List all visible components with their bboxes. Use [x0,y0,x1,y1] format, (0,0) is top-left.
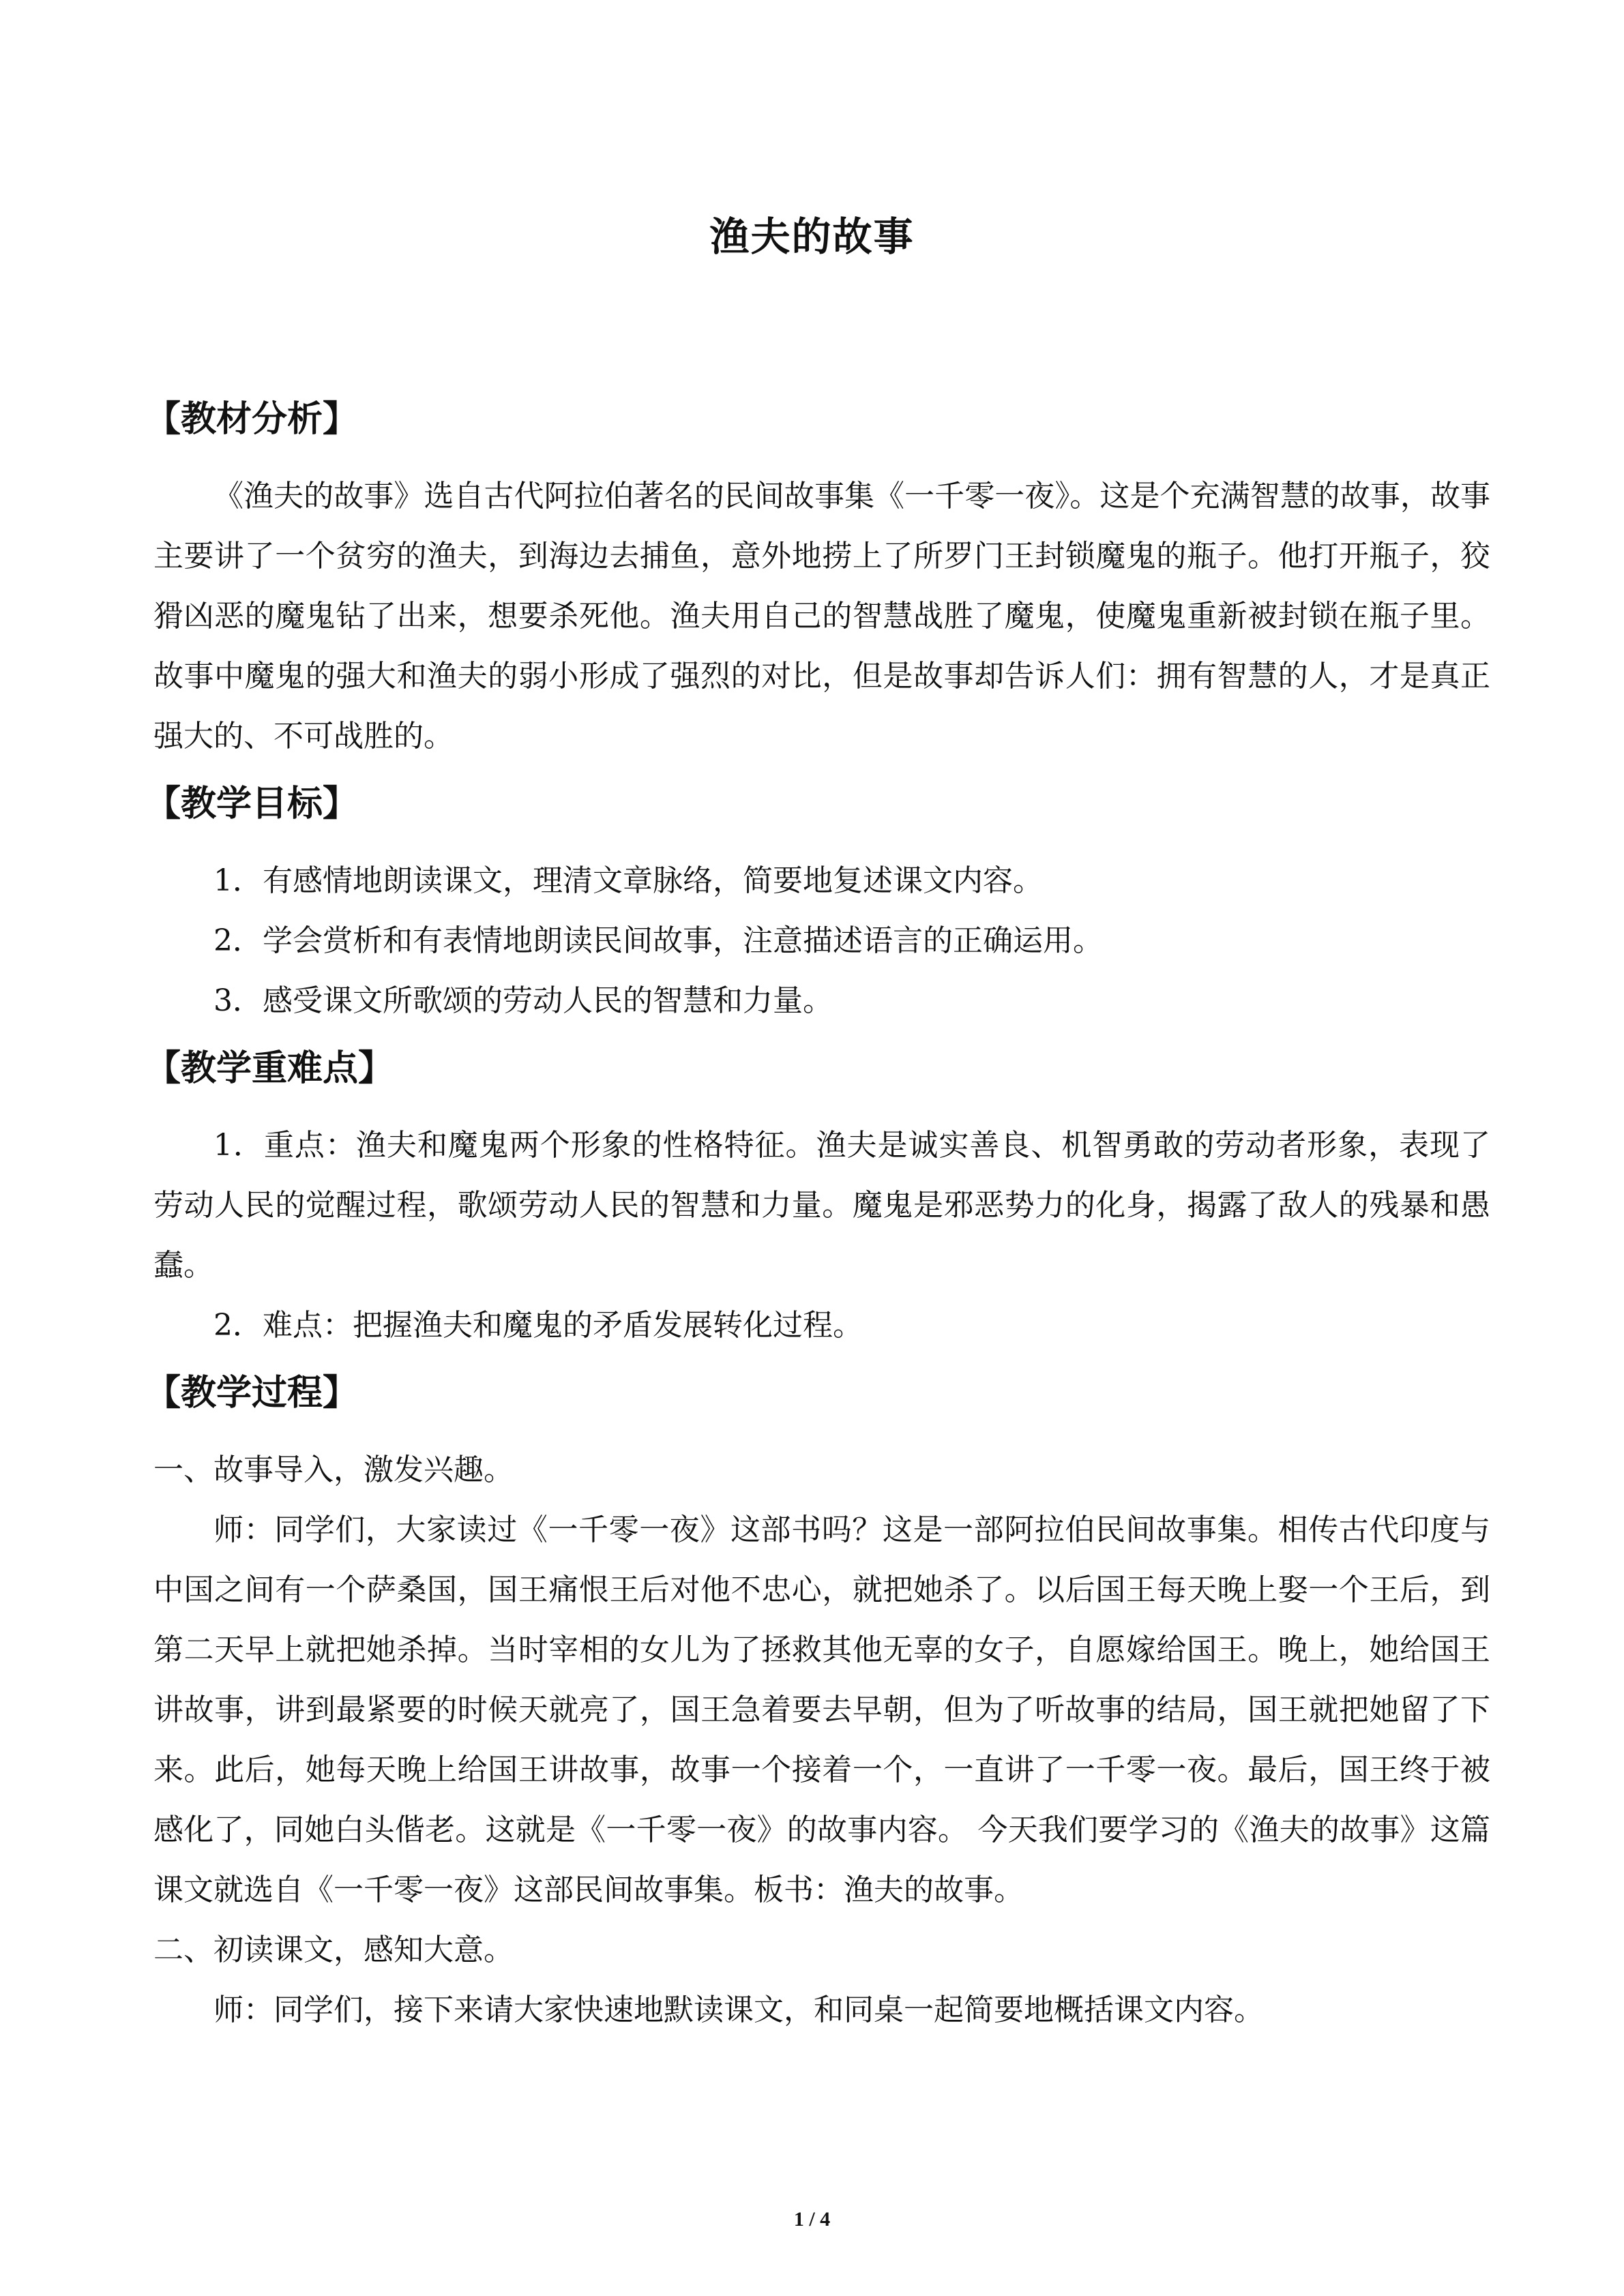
process-step-2-text: 师：同学们，接下来请大家快速地默读课文，和同桌一起简要地概括课文内容。 [213,1993,1264,2027]
process-step-2-title: 二、初读课文，感知大意。 [153,1933,514,1967]
section-heading-analysis: 【教材分析】 [145,398,359,440]
section-heading-goals: 【教学目标】 [145,783,359,824]
section-heading-key-points: 【教学重难点】 [145,1047,394,1089]
page-number: 1 / 4 [793,2208,831,2231]
key-point-item-1: 1．重点：渔夫和魔鬼两个形象的性格特征。渔夫是诚实善良、机智勇敢的劳动者形象，表现了劳动人民的觉醒过程，歌颂劳动人民的智慧和力量。魔鬼是邪恶势力的化身，揭露了敌人的残暴和愚蠢。 [153,1128,1490,1283]
process-step-1-title: 一、故事导入，激发兴趣。 [153,1452,514,1487]
analysis-paragraph: 《渔夫的故事》选自古代阿拉伯著名的民间故事集《一千零一夜》。这是个充满智慧的故事，故事主要讲了一个贫穷的渔夫，到海边去捕鱼，意外地捞上了所罗门王封锁魔鬼的瓶子。他打开瓶子，狡猾凶恶的魔鬼钻了出来，想要杀死他。渔夫用自己的智慧战胜了魔鬼，使魔鬼重新被封锁在瓶子里。故事中魔鬼的强大和渔夫的弱小形成了强烈的对比，但是故事却告诉人们：拥有智慧的人，才是真正强大的、不可战胜的。 [153,479,1490,754]
document-title: 渔夫的故事 [709,213,915,260]
key-point-item-2: 2．难点：把握渔夫和魔鬼的矛盾发展转化过程。 [213,1308,863,1343]
process-step-1-text: 师：同学们，大家读过《一千零一夜》这部书吗？这是一部阿拉伯民间故事集。相传古代印度与中国之间有一个萨桑国，国王痛恨王后对他不忠心，就把她杀了。以后国王每天晚上娶一个王后，到第二天早上就把她杀掉。当时宰相的女儿为了拯救其他无辜的女子，自愿嫁给国王。晚上，她给国王讲故事，讲到最紧要的时候天就亮了，国王急着要去早朝，但为了听故事的结局，国王就把她留了下来。此后，她每天晚上给国王讲故事，故事一个接着一个，一直讲了一千零一夜。最后，国王终于被感化了，同她白头偕老。这就是《一千零一夜》的故事内容。 今天我们要学习的《渔夫的故事》这篇课文就选自《一千零一夜》这部民间故事集。板书：渔夫的故事。 [153,1512,1490,1907]
goal-item-2: 2．学会赏析和有表情地朗读民间故事，注意描述语言的正确运用。 [213,923,1103,958]
goal-item-1: 1．有感情地朗读课文，理清文章脉络，简要地复述课文内容。 [213,863,1043,898]
goal-item-3: 3．感受课文所歌颂的劳动人民的智慧和力量。 [213,983,833,1018]
document-body [145,382,1490,2040]
section-heading-process: 【教学过程】 [145,1372,359,1414]
